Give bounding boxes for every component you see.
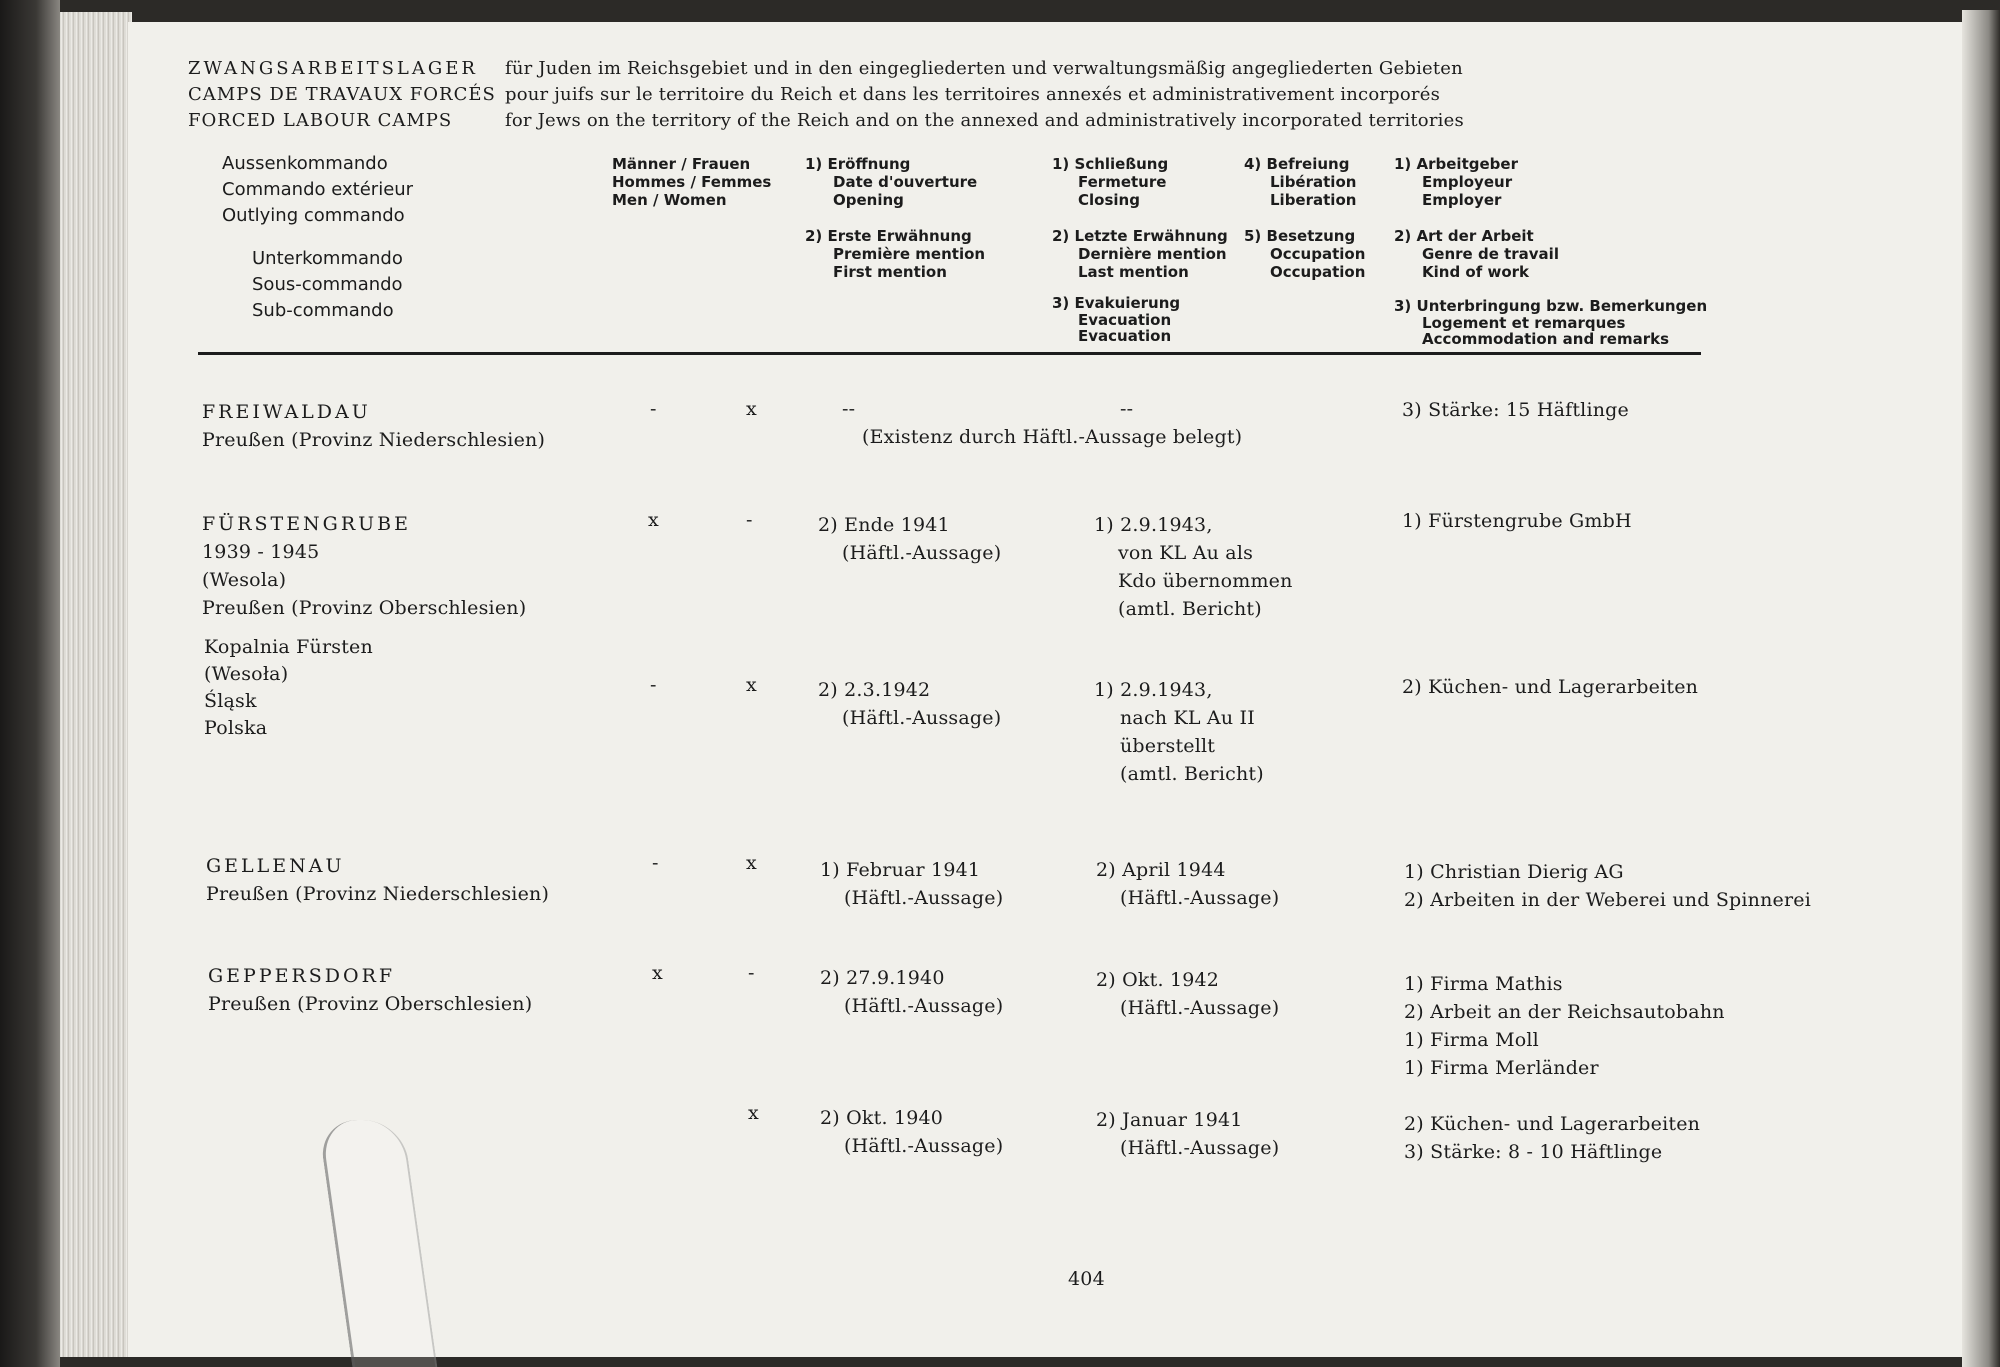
- remark: 2) Arbeit an der Reichsautobahn: [1404, 1001, 1725, 1023]
- remarks: [1404, 970, 1725, 1082]
- opening-date: 2) 2.3.1942: [818, 679, 931, 701]
- closing-date: 1) 2.9.1943,: [1094, 679, 1213, 701]
- polish-name: Kopalnia Fürsten: [204, 636, 373, 658]
- entry-name: FREIWALDAU: [202, 401, 371, 423]
- legend-closing: [1052, 155, 1168, 209]
- closing-date: 2) April 1944: [1096, 859, 1226, 881]
- legend-first-mention-de: 2) Erste Erwähnung: [805, 227, 972, 245]
- closing-value: [1094, 676, 1264, 788]
- legend-opening-fr: Date d'ouverture: [833, 173, 978, 191]
- book-spine: [0, 0, 60, 1367]
- entry-region: Preußen (Provinz Oberschlesien): [202, 597, 527, 619]
- closing-note: Kdo übernommen: [1118, 570, 1293, 592]
- women-mark: -: [748, 962, 755, 984]
- legend-occupation-en: Occupation: [1270, 263, 1366, 281]
- men-mark: -: [650, 398, 657, 420]
- facing-page-edge: [1962, 10, 2000, 1367]
- opening-source: (Häftl.-Aussage): [842, 707, 1002, 729]
- legend-outlying-de: Aussenkommando: [222, 153, 388, 174]
- closing-value: [1096, 1106, 1279, 1162]
- legend-gender-de: Männer / Frauen: [612, 155, 751, 173]
- legend-employer: [1394, 155, 1518, 209]
- title-de: ZWANGSARBEITSLAGER: [188, 58, 478, 79]
- remark: 1) Christian Dierig AG: [1404, 861, 1624, 883]
- closing-source: (Häftl.-Aussage): [1120, 1137, 1280, 1159]
- opening-date: 2) Ende 1941: [818, 514, 950, 536]
- page-number: 404: [1068, 1268, 1105, 1290]
- opening-source: (Häftl.-Aussage): [844, 1135, 1004, 1157]
- remark: 1) Firma Merländer: [1404, 1057, 1599, 1079]
- remarks: [1404, 1110, 1700, 1166]
- opening-source: (Häftl.-Aussage): [844, 887, 1004, 909]
- entry-geppersdorf: [208, 962, 532, 1018]
- legend-last-mention-fr: Dernière mention: [1078, 245, 1227, 263]
- header-divider: [198, 352, 1701, 355]
- legend-work-kind: [1394, 227, 1559, 281]
- legend-first-mention-en: First mention: [833, 263, 947, 281]
- entry-freiwaldau: [202, 398, 545, 454]
- legend-sub-fr: Sous-commando: [252, 274, 403, 295]
- legend-closing-de: 1) Schließung: [1052, 155, 1169, 173]
- legend-employer-de: 1) Arbeitgeber: [1394, 155, 1518, 173]
- legend-outlying-fr: Commando extérieur: [222, 179, 414, 200]
- legend-liberation: [1244, 155, 1356, 209]
- legend-last-mention: [1052, 227, 1228, 281]
- page-edges: [60, 12, 132, 1357]
- polish-country: Polska: [204, 717, 268, 739]
- closing-date: 2) Januar 1941: [1096, 1109, 1243, 1131]
- closing-date: 1) 2.9.1943,: [1094, 514, 1213, 536]
- legend-liberation-fr: Libération: [1270, 173, 1357, 191]
- entry-fuerstengrube: [202, 510, 526, 622]
- legend-evacuation-fr: Evacuation: [1078, 311, 1172, 329]
- entry-region: Preußen (Provinz Oberschlesien): [208, 993, 533, 1015]
- legend-opening-de: 1) Eröffnung: [805, 155, 911, 173]
- legend-closing-en: Closing: [1078, 191, 1140, 209]
- remark: 1) Firma Mathis: [1404, 973, 1563, 995]
- opening-date: 2) Okt. 1940: [820, 1107, 944, 1129]
- legend-employer-en: Employer: [1422, 191, 1502, 209]
- women-mark: x: [746, 674, 757, 696]
- legend-employer-fr: Employeur: [1422, 173, 1513, 191]
- men-mark: -: [652, 852, 659, 874]
- men-mark: x: [648, 509, 659, 531]
- opening-source: (Häftl.-Aussage): [844, 995, 1004, 1017]
- women-mark: x: [746, 852, 757, 874]
- closing-source: (amtl. Bericht): [1118, 598, 1262, 620]
- legend-work-kind-fr: Genre de travail: [1422, 245, 1559, 263]
- remark: 2) Arbeiten in der Weberei und Spinnerei: [1404, 889, 1811, 911]
- opening-value: [820, 1104, 1003, 1160]
- legend-first-mention: [805, 227, 985, 281]
- legend-liberation-en: Liberation: [1270, 191, 1357, 209]
- entry-name: GEPPERSDORF: [208, 965, 396, 987]
- remark: 3) Stärke: 8 - 10 Häftlinge: [1404, 1141, 1663, 1163]
- closing-value: [1096, 856, 1279, 912]
- closing-source: (Häftl.-Aussage): [1120, 997, 1280, 1019]
- closing-source: (Häftl.-Aussage): [1120, 887, 1280, 909]
- closing-value: --: [1120, 398, 1134, 420]
- remark: 2) Küchen- und Lagerarbeiten: [1404, 1113, 1701, 1135]
- legend-occupation-de: 5) Besetzung: [1244, 227, 1356, 245]
- legend-accommodation: [1394, 297, 1707, 347]
- entry-years: 1939 - 1945: [202, 541, 320, 563]
- desc-fr: pour juifs sur le territoire du Reich et dans les territoires annexés et administrativement incorporés: [505, 84, 1441, 105]
- legend-evacuation: [1052, 294, 1180, 344]
- men-mark: -: [650, 674, 657, 696]
- evidence-note: (Existenz durch Häftl.-Aussage belegt): [862, 426, 1243, 448]
- opening-date: 1) Februar 1941: [820, 859, 981, 881]
- legend-last-mention-de: 2) Letzte Erwähnung: [1052, 227, 1228, 245]
- opening-value: [820, 856, 1003, 912]
- desc-en: for Jews on the territory of the Reich and on the annexed and administratively incorporated territories: [505, 110, 1464, 131]
- legend-opening: [805, 155, 977, 209]
- title-fr: CAMPS DE TRAVAUX FORCÉS: [188, 84, 496, 105]
- remark: 1) Fürstengrube GmbH: [1402, 510, 1632, 532]
- closing-value: [1094, 511, 1293, 623]
- women-mark: x: [748, 1102, 759, 1124]
- entry-region: Preußen (Provinz Niederschlesien): [202, 429, 546, 451]
- legend-gender-en: Men / Women: [612, 191, 727, 209]
- legend-first-mention-fr: Première mention: [833, 245, 986, 263]
- legend-last-mention-en: Last mention: [1078, 263, 1189, 281]
- remark: 1) Firma Moll: [1404, 1029, 1539, 1051]
- legend-outlying: [222, 151, 413, 229]
- title-en: FORCED LABOUR CAMPS: [188, 110, 453, 131]
- opening-value: [818, 676, 1001, 732]
- opening-source: (Häftl.-Aussage): [842, 542, 1002, 564]
- legend-occupation-fr: Occupation: [1270, 245, 1366, 263]
- polish-region: Śląsk: [204, 690, 257, 712]
- entry-name: GELLENAU: [206, 855, 345, 877]
- legend-accommodation-en: Accommodation and remarks: [1422, 330, 1670, 348]
- closing-date: 2) Okt. 1942: [1096, 969, 1220, 991]
- header-description: [505, 56, 1464, 134]
- legend-sub-en: Sub-commando: [252, 300, 394, 321]
- opening-value: [820, 964, 1003, 1020]
- entry-polish-names: [204, 634, 373, 742]
- opening-date: 2) 27.9.1940: [820, 967, 945, 989]
- legend-sub: [252, 246, 403, 324]
- legend-occupation: [1244, 227, 1365, 281]
- legend-work-kind-en: Kind of work: [1422, 263, 1529, 281]
- legend-evacuation-en: Evacuation: [1078, 327, 1172, 345]
- legend-sub-de: Unterkommando: [252, 248, 403, 269]
- legend-accommodation-fr: Logement et remarques: [1422, 314, 1626, 332]
- closing-note: überstellt: [1120, 735, 1216, 757]
- remarks: [1404, 858, 1811, 914]
- header-titles: [188, 56, 496, 134]
- legend-work-kind-de: 2) Art der Arbeit: [1394, 227, 1534, 245]
- desc-de: für Juden im Reichsgebiet und in den eingegliederten und verwaltungsmäßig angegliederten Gebieten: [505, 58, 1463, 79]
- women-mark: x: [746, 398, 757, 420]
- closing-value: [1096, 966, 1279, 1022]
- remark: 3) Stärke: 15 Häftlinge: [1402, 399, 1629, 421]
- entry-alias: (Wesola): [202, 569, 287, 591]
- legend-outlying-en: Outlying commando: [222, 205, 405, 226]
- entry-region: Preußen (Provinz Niederschlesien): [206, 883, 550, 905]
- remark: 2) Küchen- und Lagerarbeiten: [1402, 676, 1699, 698]
- polish-alias: (Wesoła): [204, 663, 289, 685]
- legend-gender: [612, 155, 771, 209]
- opening-value: [818, 511, 1001, 567]
- legend-closing-fr: Fermeture: [1078, 173, 1167, 191]
- closing-source: (amtl. Bericht): [1120, 763, 1264, 785]
- men-mark: x: [652, 962, 663, 984]
- entry-gellenau: [206, 852, 549, 908]
- legend-opening-en: Opening: [833, 191, 904, 209]
- legend-accommodation-de: 3) Unterbringung bzw. Bemerkungen: [1394, 297, 1708, 315]
- closing-note: von KL Au als: [1118, 542, 1254, 564]
- opening-value: --: [842, 398, 856, 420]
- legend-liberation-de: 4) Befreiung: [1244, 155, 1350, 173]
- legend-gender-fr: Hommes / Femmes: [612, 173, 772, 191]
- women-mark: -: [746, 509, 753, 531]
- entry-name: FÜRSTENGRUBE: [202, 513, 412, 535]
- closing-note: nach KL Au II: [1120, 707, 1255, 729]
- legend-evacuation-de: 3) Evakuierung: [1052, 294, 1181, 312]
